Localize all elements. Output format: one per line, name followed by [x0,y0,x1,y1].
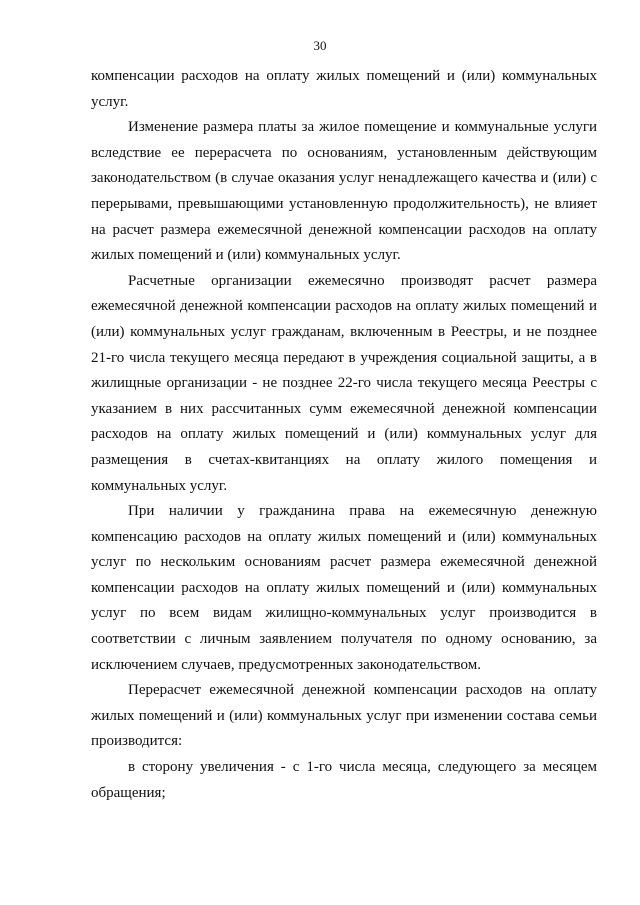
paragraph-6: в сторону увеличения - с 1-го числа месяца, следующего за месяцем обращения; [91,759,597,801]
document-body [91,64,597,806]
paragraph-1: компенсации расходов на оплату жилых помещений и (или) коммунальных услуг. [91,68,597,110]
page-number: 30 [313,38,327,53]
paragraph-4: При наличии у гражданина права на ежемесячную денежную компенсацию расходов на оплату жилых помещений и (или) коммунальных услуг по нескольким основаниям расчет размера ежемесячной денежной компенсации расходов на оплату жилых помещений и (или) коммунальных услуг по всем видам жилищно-коммунальных услуг производится в соответствии с личным заявлением получателя по одному основанию, за исключением случаев, предусмотренных законодательством. [91,503,597,673]
paragraph-2: Изменение размера платы за жилое помещение и коммунальные услуги вследствие ее перерасчета по основаниям, установленным действующим законодательством (в случае оказания услуг ненадлежащего качества и (или) с перерывами, превышающими установленную продолжительность), не влияет на расчет размера ежемесячной денежной компенсации расходов на оплату жилых помещений и (или) коммунальных услуг. [91,119,597,264]
paragraph-5: Перерасчет ежемесячной денежной компенсации расходов на оплату жилых помещений и (или) коммунальных услуг при изменении состава семьи производится: [91,682,597,750]
paragraph-3: Расчетные организации ежемесячно производят расчет размера ежемесячной денежной компенсации расходов на оплату жилых помещений и (или) коммунальных услуг гражданам, включенным в Реестры, и не позднее 21-го числа текущего месяца передают в учреждения социальной защиты, а в жилищные организации - не позднее 22-го числа текущего месяца Реестры с указанием в них рассчитанных сумм ежемесячной денежной компенсации расходов на оплату жилых помещений и (или) коммунальных услуг для размещения в счетах-квитанциях на оплату жилого помещения и коммунальных услуг. [91,272,597,494]
